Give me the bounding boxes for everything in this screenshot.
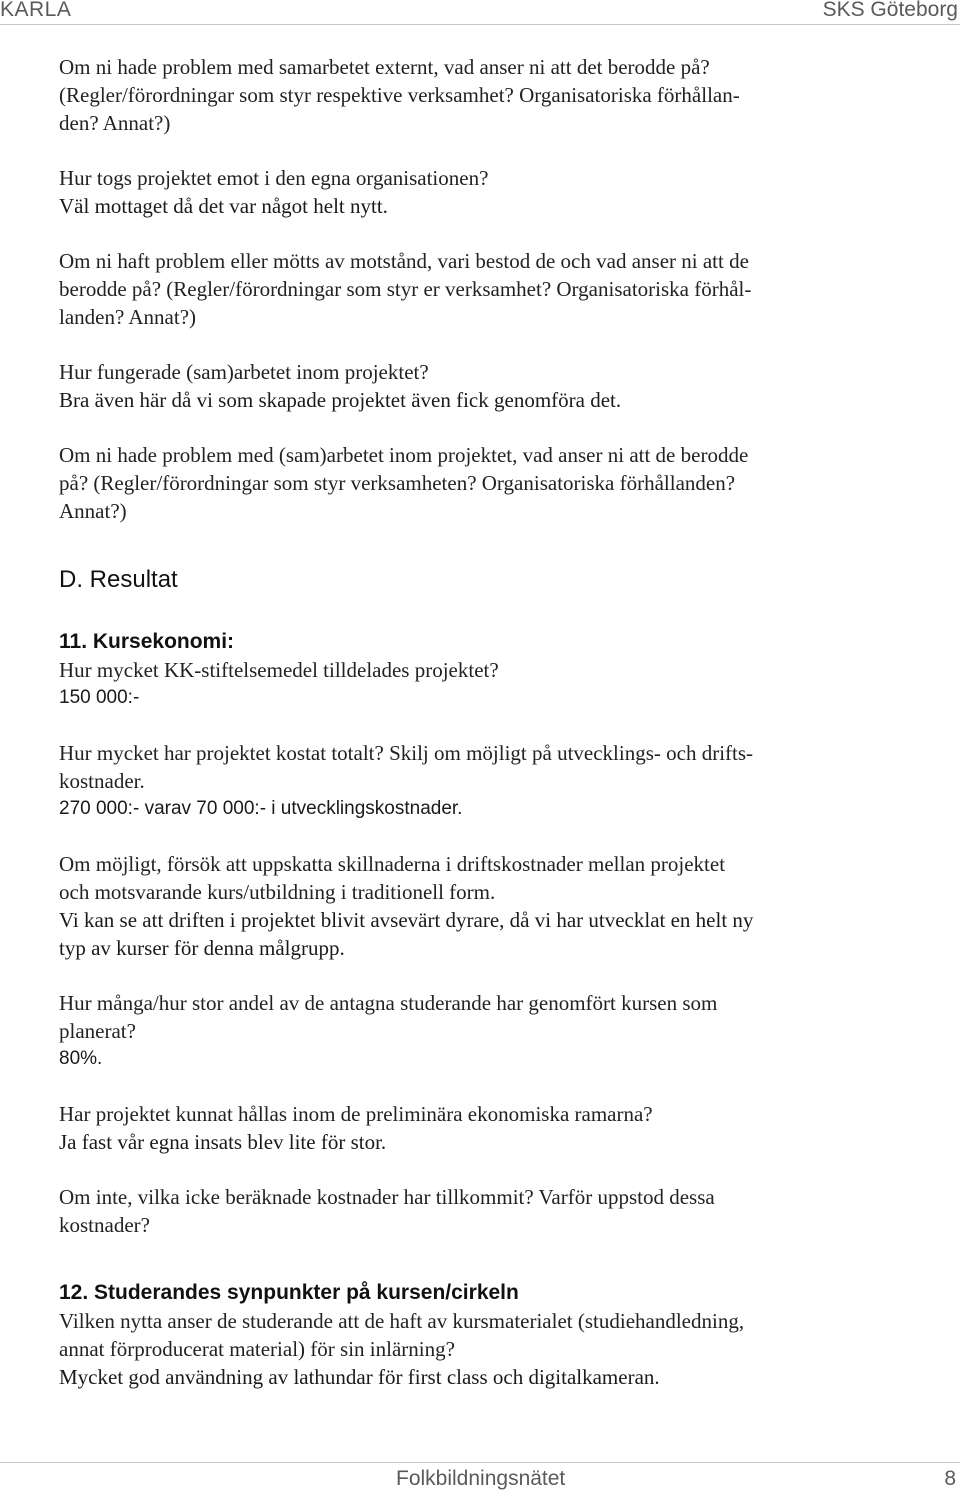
answer-line: typ av kurser för denna målgrupp.	[59, 936, 345, 960]
question-line: Vilken nytta anser de studerande att de haft av kursmaterialet (studiehandledning,	[59, 1309, 745, 1333]
answer-line: Ja fast vår egna insats blev lite för stor.	[59, 1130, 387, 1154]
section-11	[59, 628, 909, 1239]
header-right-title: SKS Göteborg	[822, 0, 958, 21]
question-line: Om ni hade problem med (sam)arbetet inom projektet, vad anser ni att de berodde	[59, 443, 749, 467]
question-line: Hur fungerade (sam)arbetet inom projektet?	[59, 360, 429, 384]
question-block-external-problems	[59, 53, 909, 137]
answer-line: Vi kan se att driften i projektet blivit avsevärt dyrare, då vi har utvecklat en helt ny	[59, 908, 754, 932]
question-line: Hur många/hur stor andel av de antagna studerande har genomfört kursen som	[59, 991, 718, 1015]
question-line: kostnader?	[59, 1213, 150, 1237]
page-number: 8	[944, 1467, 956, 1490]
header-left-title: KARLA	[0, 0, 72, 21]
question-line: Hur togs projektet emot i den egna organisationen?	[59, 166, 489, 190]
question-line: på? (Regler/förordningar som styr verksamheten? Organisatoriska förhållanden?	[59, 471, 736, 495]
question-block-cooperation	[59, 358, 909, 414]
section-12	[59, 1279, 909, 1391]
section-title-d: D. Resultat	[59, 566, 178, 593]
answer-line: 80%.	[59, 1048, 103, 1069]
question-line: (Regler/förordningar som styr respektive verksamhet? Organisatoriska förhållan-	[59, 83, 740, 107]
answer-line: Bra även här då vi som skapade projektet även fick genomföra det.	[59, 388, 622, 412]
question-line: den? Annat?)	[59, 111, 171, 135]
question-line: Hur mycket KK-stiftelsemedel tilldelades projektet?	[59, 658, 499, 682]
answer-line: 270 000:- varav 70 000:- i utvecklingskostnader.	[59, 798, 463, 819]
answer-line: 150 000:-	[59, 687, 140, 708]
question-line: landen? Annat?)	[59, 305, 197, 329]
question-line: Om möjligt, försök att uppskatta skillnaderna i driftskostnader mellan projektet	[59, 852, 726, 876]
question-line: annat förproducerat material) för sin inlärning?	[59, 1337, 455, 1361]
question-line: Om inte, vilka icke beräknade kostnader har tillkommit? Varför uppstod dessa	[59, 1185, 715, 1209]
question-line: kostnader.	[59, 769, 145, 793]
question-line: Om ni haft problem eller mötts av motstånd, vari bestod de och vad anser ni att de	[59, 249, 749, 273]
page-footer	[0, 1462, 960, 1494]
question-line: Om ni hade problem med samarbetet externt, vad anser ni att det berodde på?	[59, 55, 710, 79]
section-heading-11: 11. Kursekonomi:	[59, 630, 235, 653]
answer-line: Väl mottaget då det var något helt nytt.	[59, 194, 388, 218]
answer-line: Mycket god användning av lathundar för first class och digitalkameran.	[59, 1365, 660, 1389]
question-line: och motsvarande kurs/utbildning i traditionell form.	[59, 880, 496, 904]
footer-publisher: Folkbildningsnätet	[396, 1467, 566, 1490]
question-block-reception	[59, 164, 909, 220]
question-block-cooperation-problems	[59, 441, 909, 525]
question-line: Annat?)	[59, 499, 127, 523]
document-body	[59, 53, 909, 1391]
section-heading-12: 12. Studerandes synpunkter på kursen/cirkeln	[59, 1281, 519, 1304]
page-header	[0, 0, 960, 25]
question-line: berodde på? (Regler/förordningar som styr er verksamhet? Organisatoriska förhål-	[59, 277, 752, 301]
question-line: planerat?	[59, 1019, 136, 1043]
question-line: Har projektet kunnat hållas inom de preliminära ekonomiska ramarna?	[59, 1102, 653, 1126]
question-line: Hur mycket har projektet kostat totalt? Skilj om möjligt på utvecklings- och drifts-	[59, 741, 754, 765]
question-block-resistance	[59, 247, 909, 331]
